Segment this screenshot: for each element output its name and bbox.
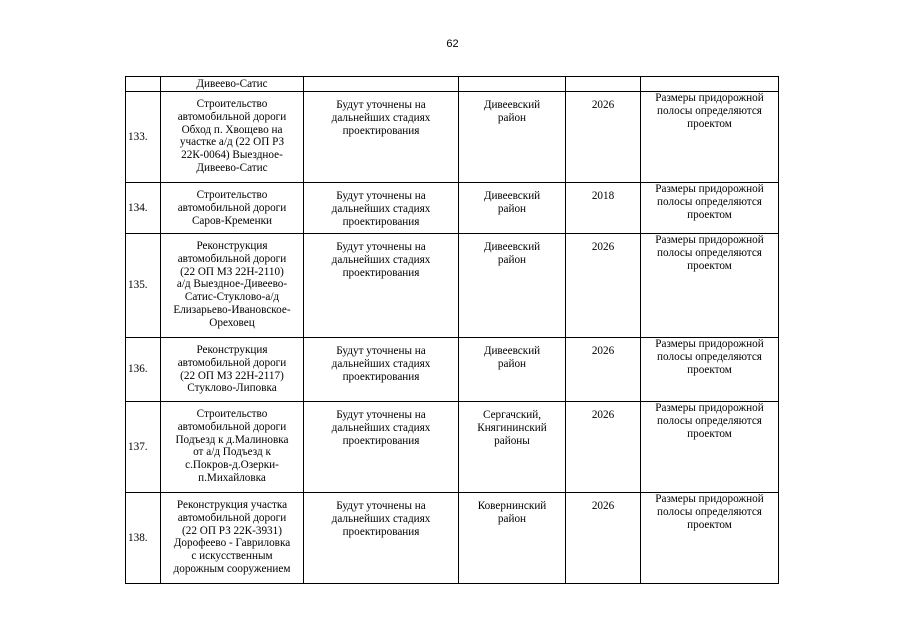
cell-location [459,338,566,402]
cell-line: автомобильной дороги [177,201,287,214]
cell-line: Елизарьево-Ивановское- [173,303,291,316]
page-number: 62 [446,38,459,50]
cell-line: Дивеево-Сатис [196,161,268,174]
cell-line: проектом [687,208,732,221]
cell-name: Дивеево-Сатис [161,77,304,92]
cell-name [161,493,304,584]
cell-year: 2026 [566,92,641,183]
cell-params [304,402,459,493]
cell-line: Дивеевский [483,345,541,357]
cell-line: Размеры придорожной [655,92,764,104]
cell-line: полосы определяются [657,505,762,518]
table-row [126,338,779,402]
cell-line: Будут уточнены на [336,345,426,357]
cell-location [459,493,566,584]
cell-line: проектом [687,363,732,376]
cell-line: проектом [687,259,732,272]
cell-line: Реконструкция участка [176,499,288,511]
cell-line: автомобильной дороги [177,511,287,524]
cell-line: Размеры придорожной [655,183,764,195]
cell-line: проектирования [342,525,420,538]
cell-line: с искусственным [191,550,273,563]
cell-line: проектирования [342,266,420,279]
cell-year [566,77,641,92]
cell-num: 134. [126,183,161,234]
cell-params [304,338,459,402]
cell-line: автомобильной дороги [177,356,287,369]
cell-line: (22 ОП МЗ 22Н-2117) [180,369,284,382]
cell-line: дальнейших стадиях [331,512,431,525]
cell-line: Будут уточнены на [336,99,426,111]
cell-params [304,77,459,92]
cell-line: Размеры придорожной [655,402,764,414]
cell-line: Сергачский, [482,409,542,421]
cell-year: 2026 [566,493,641,584]
table-row [126,402,779,493]
cell-line: Будут уточнены на [336,500,426,512]
cell-line: проектирования [342,124,420,137]
cell-location [459,234,566,338]
cell-name [161,183,304,234]
cell-num: 135. [126,234,161,338]
cell-line: Стуклово-Липовка [187,382,277,395]
cell-line: Реконструкция [196,344,268,356]
cell-line: Строительство [196,189,268,201]
cell-line: Ковернинский [477,500,547,512]
cell-note [641,493,779,584]
cell-line: 22К-0064) Выездное- [181,149,283,162]
cell-line: район [497,357,527,370]
cell-line: Строительство [196,98,268,110]
cell-name [161,338,304,402]
cell-line: район [497,202,527,215]
cell-line: (22 ОП РЗ 22К-3931) [182,524,282,537]
cell-line: дальнейших стадиях [331,202,431,215]
cell-params [304,234,459,338]
cell-name [161,234,304,338]
cell-line: районы [494,434,530,447]
cell-line: Размеры придорожной [655,493,764,505]
cell-year: 2026 [566,402,641,493]
cell-line: а/д Выездное-Дивеево- [176,278,288,291]
cell-line: полосы определяются [657,350,762,363]
cell-line: дальнейших стадиях [331,421,431,434]
cell-line: Дивеевский [483,190,541,202]
cell-note [641,92,779,183]
cell-line: Дивеевский [483,99,541,111]
cell-note [641,338,779,402]
cell-line: Дорофеево - Гавриловка [173,537,291,550]
cell-line: участке а/д (22 ОП РЗ [179,136,285,149]
cell-year: 2018 [566,183,641,234]
cell-num: 136. [126,338,161,402]
cell-line: дальнейших стадиях [331,111,431,124]
cell-line: проектом [687,518,732,531]
cell-line: дальнейших стадиях [331,357,431,370]
cell-line: Сатис-Стуклово-а/д [184,291,280,304]
projects-table [125,76,779,584]
cell-line: проектирования [342,370,420,383]
cell-line: Будут уточнены на [336,241,426,253]
cell-line: проектом [687,117,732,130]
cell-line: полосы определяются [657,246,762,259]
table-row [126,493,779,584]
cell-line: дальнейших стадиях [331,253,431,266]
cell-year: 2026 [566,234,641,338]
cell-line: автомобильной дороги [177,110,287,123]
table-row [126,234,779,338]
cell-line: автомобильной дороги [177,420,287,433]
cell-params [304,183,459,234]
cell-note [641,402,779,493]
cell-line: полосы определяются [657,104,762,117]
cell-location [459,183,566,234]
cell-num: 137. [126,402,161,493]
cell-note [641,77,779,92]
table-row [126,183,779,234]
cell-line: с.Покров-д.Озерки- [185,459,279,472]
cell-line: Ореховец [209,316,255,329]
cell-line: Дивеевский [483,241,541,253]
table-row [126,92,779,183]
cell-num: 138. [126,493,161,584]
cell-location [459,77,566,92]
cell-params [304,92,459,183]
cell-num [126,77,161,92]
cell-line: район [497,512,527,525]
cell-location [459,402,566,493]
cell-line: дорожным сооружением [173,562,291,575]
cell-line: п.Михайловка [198,471,266,484]
cell-line: Будут уточнены на [336,409,426,421]
continuation-row [126,77,779,92]
cell-line: Размеры придорожной [655,338,764,350]
cell-line: проектирования [342,215,420,228]
cell-name [161,92,304,183]
cell-location [459,92,566,183]
cell-params [304,493,459,584]
cell-line: Будут уточнены на [336,190,426,202]
cell-line: полосы определяются [657,414,762,427]
cell-note [641,183,779,234]
cell-line: (22 ОП МЗ 22Н-2110) [180,265,284,278]
cell-line: Реконструкция [196,240,268,252]
cell-line: проектирования [342,434,420,447]
cell-note [641,234,779,338]
cell-year: 2026 [566,338,641,402]
cell-num: 133. [126,92,161,183]
cell-line: район [497,253,527,266]
cell-name [161,402,304,493]
cell-line: от а/д Подъезд к [193,446,271,459]
cell-line: Строительство [196,408,268,420]
cell-line: район [497,111,527,124]
cell-line: Размеры придорожной [655,234,764,246]
cell-line: Княгининский [477,421,547,434]
cell-line: Подъезд к д.Малиновка [175,433,289,446]
cell-line: автомобильной дороги [177,252,287,265]
cell-line: Саров-Кременки [191,214,273,227]
cell-line: проектом [687,427,732,440]
cell-line: полосы определяются [657,195,762,208]
cell-line: Обход п. Хвощево на [181,123,283,136]
